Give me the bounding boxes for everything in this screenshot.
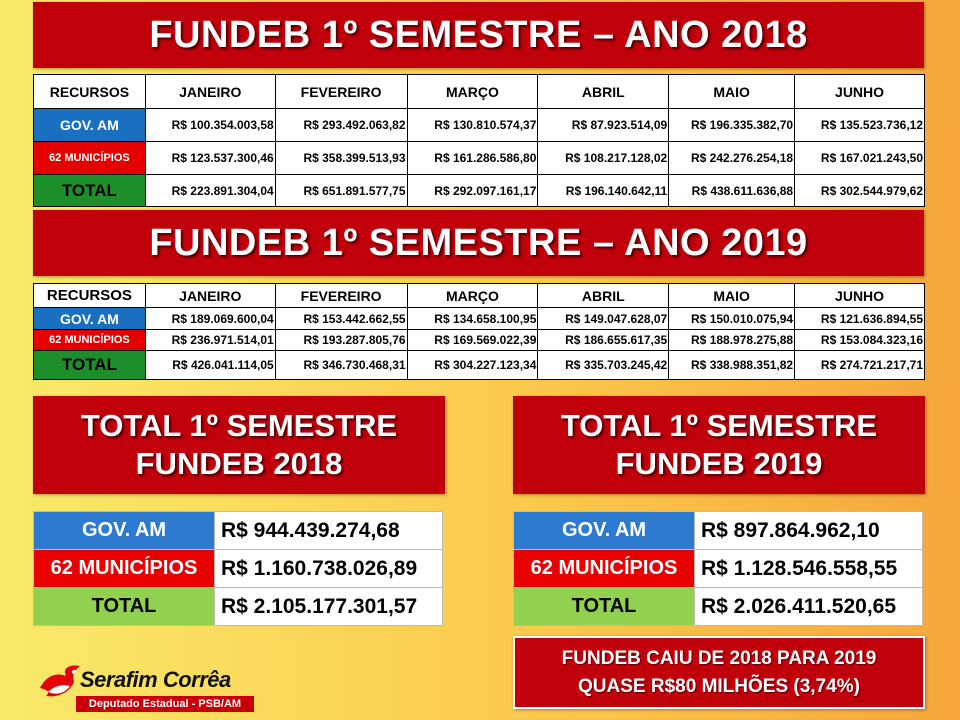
summary-2019-label-gov: GOV. AM (514, 512, 695, 550)
conclusion-box (513, 636, 925, 709)
table-2019-row-total (34, 350, 925, 379)
logo-subtitle: Deputado Estadual - PSB/AM (76, 696, 254, 712)
table-2018 (33, 74, 925, 207)
serafim-correa-logo (36, 662, 256, 716)
cell-2018-gov-mar: R$ 130.810.574,37 (407, 109, 538, 142)
cell-2018-total-fev: R$ 651.891.577,75 (275, 175, 407, 207)
cell-2018-mun-fev: R$ 358.399.513,93 (275, 142, 407, 175)
cell-2018-total-mar: R$ 292.097.161,17 (407, 175, 538, 207)
header-recursos: RECURSOS (34, 75, 146, 109)
cell-2019-total-jun: R$ 274.721.217,71 (795, 350, 925, 379)
header-fevereiro: FEVEREIRO (275, 284, 407, 308)
header-recursos: RECURSOS (34, 284, 146, 308)
summary-2018-row-gov (34, 512, 443, 550)
cell-2019-mun-jun: R$ 153.084.323,16 (795, 330, 925, 350)
summary-2018-row-total (34, 588, 443, 626)
title-2018-text: FUNDEB 1º SEMESTRE – ANO 2018 (149, 13, 808, 56)
header-marco: MARÇO (407, 284, 538, 308)
summary-2019-row-gov (514, 512, 923, 550)
summary-2018-title (33, 396, 445, 494)
row-label-gov: GOV. AM (34, 109, 146, 142)
summary-2019-label-mun: 62 MUNICÍPIOS (514, 550, 695, 588)
header-janeiro: JANEIRO (145, 75, 275, 109)
table-2018-header-row (34, 75, 925, 109)
summary-2019-table (513, 511, 923, 626)
cell-2018-mun-mai: R$ 242.276.254,18 (669, 142, 795, 175)
header-junho: JUNHO (795, 284, 925, 308)
header-junho: JUNHO (795, 75, 925, 109)
row-label-gov: GOV. AM (34, 308, 146, 330)
summary-2019-row-total (514, 588, 923, 626)
row-label-total: TOTAL (34, 350, 146, 379)
conclusion-line2: QUASE R$80 MILHÕES (3,74%) (578, 675, 860, 697)
row-label-mun: 62 MUNICÍPIOS (34, 142, 146, 175)
cell-2019-gov-abr: R$ 149.047.628,07 (538, 308, 669, 330)
row-label-mun: 62 MUNICÍPIOS (34, 330, 146, 350)
title-2019 (33, 210, 924, 276)
cell-2019-total-jan: R$ 426.041.114,05 (145, 350, 275, 379)
cell-2019-mun-mai: R$ 188.978.275,88 (669, 330, 795, 350)
header-marco: MARÇO (407, 75, 538, 109)
cell-2018-total-jun: R$ 302.544.979,62 (795, 175, 925, 207)
summary-2019-title-line1: TOTAL 1º SEMESTRE (560, 408, 878, 443)
summary-2018-value-mun: R$ 1.160.738.026,89 (215, 550, 443, 588)
summary-2018-row-mun (34, 550, 443, 588)
cell-2019-mun-mar: R$ 169.569.022,39 (407, 330, 538, 350)
header-abril: ABRIL (538, 75, 669, 109)
logo-name: Serafim Corrêa (80, 667, 231, 692)
cell-2018-mun-jan: R$ 123.537.300,46 (145, 142, 275, 175)
cell-2019-total-mar: R$ 304.227.123,34 (407, 350, 538, 379)
table-2019-header-row (34, 284, 925, 308)
summary-2018-table (33, 511, 443, 626)
table-2018-row-mun (34, 142, 925, 175)
cell-2019-total-fev: R$ 346.730.468,31 (275, 350, 407, 379)
summary-2019-row-mun (514, 550, 923, 588)
cell-2018-mun-jun: R$ 167.021.243,50 (795, 142, 925, 175)
header-maio: MAIO (669, 75, 795, 109)
summary-2019-label-total: TOTAL (514, 588, 695, 626)
table-2019-row-mun (34, 330, 925, 350)
header-maio: MAIO (669, 284, 795, 308)
cell-2018-total-jan: R$ 223.891.304,04 (145, 175, 275, 207)
cell-2019-total-mai: R$ 338.988.351,82 (669, 350, 795, 379)
header-abril: ABRIL (538, 284, 669, 308)
table-2018-row-total (34, 175, 925, 207)
summary-2018-title-line2: FUNDEB 2018 (135, 446, 343, 481)
summary-2018-value-gov: R$ 944.439.274,68 (215, 512, 443, 550)
cell-2018-gov-jan: R$ 100.354.003,58 (145, 109, 275, 142)
table-2019-row-gov (34, 308, 925, 330)
cell-2019-mun-fev: R$ 193.287.805,76 (275, 330, 407, 350)
cell-2018-mun-mar: R$ 161.286.586,80 (407, 142, 538, 175)
header-fevereiro: FEVEREIRO (275, 75, 407, 109)
cell-2018-gov-abr: R$ 87.923.514,09 (538, 109, 669, 142)
table-2019 (33, 283, 925, 380)
summary-2018-label-gov: GOV. AM (34, 512, 215, 550)
summary-2019-title (513, 396, 925, 494)
cell-2018-mun-abr: R$ 108.217.128,02 (538, 142, 669, 175)
title-2018 (33, 2, 924, 68)
summary-2018-label-total: TOTAL (34, 588, 215, 626)
cell-2019-gov-jan: R$ 189.069.600,04 (145, 308, 275, 330)
header-janeiro: JANEIRO (145, 284, 275, 308)
cell-2018-gov-jun: R$ 135.523.736,12 (795, 109, 925, 142)
summary-2018-title-line1: TOTAL 1º SEMESTRE (80, 408, 398, 443)
title-2019-text: FUNDEB 1º SEMESTRE – ANO 2019 (149, 221, 808, 264)
conclusion-line1: FUNDEB CAIU DE 2018 PARA 2019 (561, 647, 877, 669)
row-label-total: TOTAL (34, 175, 146, 207)
cell-2019-total-abr: R$ 335.703.245,42 (538, 350, 669, 379)
cell-2019-gov-mai: R$ 150.010.075,94 (669, 308, 795, 330)
summary-2019-value-total: R$ 2.026.411.520,65 (695, 588, 923, 626)
summary-2019-value-mun: R$ 1.128.546.558,55 (695, 550, 923, 588)
cell-2019-mun-abr: R$ 186.655.617,35 (538, 330, 669, 350)
summary-2018-label-mun: 62 MUNICÍPIOS (34, 550, 215, 588)
cell-2019-mun-jan: R$ 236.971.514,01 (145, 330, 275, 350)
cell-2018-gov-mai: R$ 196.335.382,70 (669, 109, 795, 142)
summary-2019-title-line2: FUNDEB 2019 (615, 446, 823, 481)
cell-2019-gov-mar: R$ 134.658.100,95 (407, 308, 538, 330)
cell-2018-gov-fev: R$ 293.492.063,82 (275, 109, 407, 142)
summary-2019-value-gov: R$ 897.864.962,10 (695, 512, 923, 550)
cell-2019-gov-fev: R$ 153.442.662,55 (275, 308, 407, 330)
cell-2018-total-abr: R$ 196.140.642,11 (538, 175, 669, 207)
cell-2019-gov-jun: R$ 121.636.894,55 (795, 308, 925, 330)
summary-2018-value-total: R$ 2.105.177.301,57 (215, 588, 443, 626)
table-2018-row-gov (34, 109, 925, 142)
cell-2018-total-mai: R$ 438.611.636,88 (669, 175, 795, 207)
